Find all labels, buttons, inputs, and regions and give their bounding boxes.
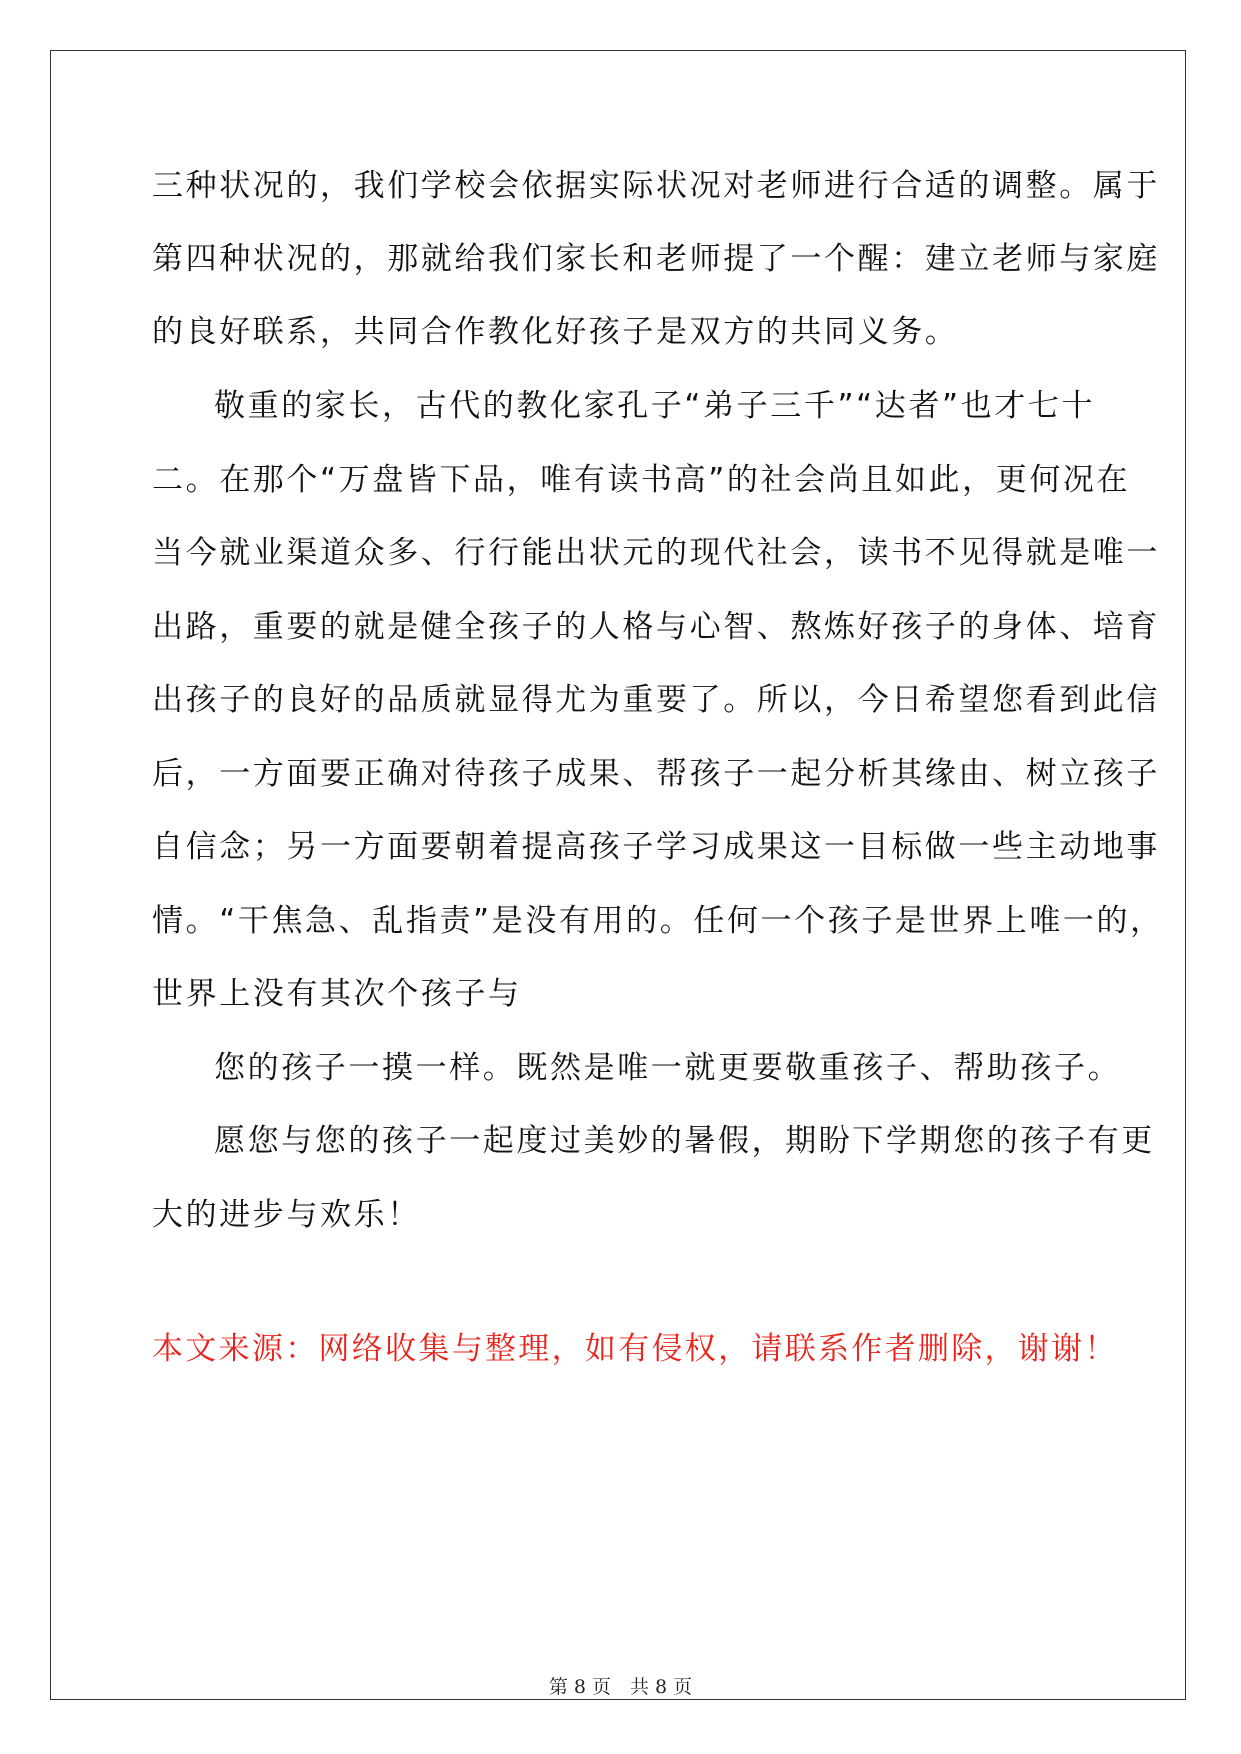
- paragraph-line: 自信念；另一方面要朝着提高孩子学习成果这一目标做一些主动地事: [152, 829, 1160, 865]
- paragraph-line: 您的孩子一摸一样。既然是唯一就更要敬重孩子、帮助孩子。: [214, 1050, 1122, 1086]
- paragraph-line: 情。“干焦急、乱指责”是没有用的。任何一个孩子是世界上唯一的，: [152, 903, 1164, 939]
- paragraph-line: 第四种状况的，那就给我们家长和老师提了一个醒：建立老师与家庭: [152, 241, 1160, 277]
- source-note: 本文来源：网络收集与整理，如有侵权，请联系作者删除，谢谢！: [152, 1331, 1118, 1367]
- paragraph-line: 出孩子的良好的品质就显得尤为重要了。所以，今日希望您看到此信: [152, 682, 1160, 718]
- paragraph-line: 愿您与您的孩子一起度过美妙的暑假，期盼下学期您的孩子有更: [214, 1123, 1155, 1159]
- paragraph-line: 世界上没有其次个孩子与: [152, 976, 522, 1012]
- paragraph-line: 出路，重要的就是健全孩子的人格与心智、熬炼好孩子的身体、培育: [152, 609, 1160, 645]
- paragraph-line: 后，一方面要正确对待孩子成果、帮孩子一起分析其缘由、树立孩子: [152, 756, 1160, 792]
- paragraph-line: 三种状况的，我们学校会依据实际状况对老师进行合适的调整。属于: [152, 168, 1160, 204]
- paragraph-line: 的良好联系，共同合作教化好孩子是双方的共同义务。: [152, 314, 959, 350]
- paragraph-line: 二。在那个“万盘皆下品，唯有读书高”的社会尚且如此，更何况在: [152, 462, 1131, 498]
- paragraph-line: 敬重的家长，古代的教化家孔子“弟子三千”“达者”也才七十: [214, 388, 1096, 424]
- page-border: [50, 50, 1186, 1700]
- page-number: 第 8 页 共 8 页: [548, 1676, 693, 1698]
- paragraph-line: 当今就业渠道众多、行行能出状元的现代社会，读书不见得就是唯一: [152, 535, 1160, 571]
- paragraph-line: 大的进步与欢乐！: [152, 1197, 421, 1233]
